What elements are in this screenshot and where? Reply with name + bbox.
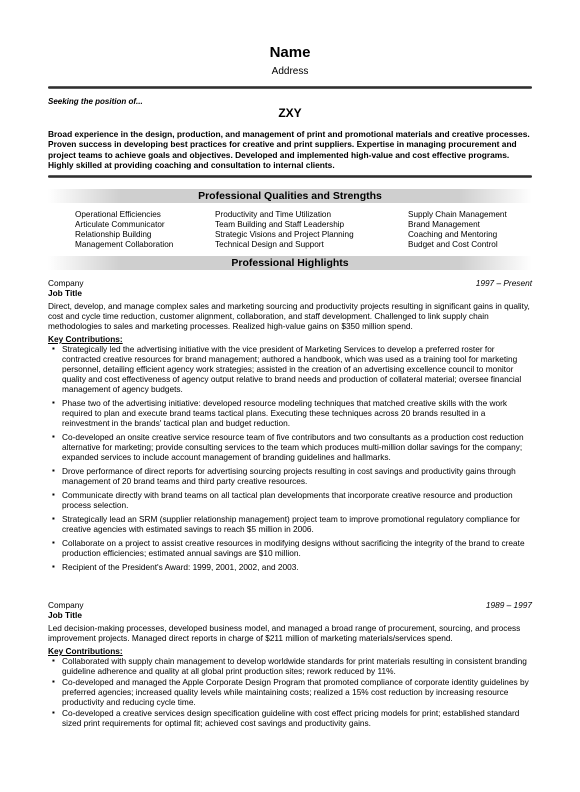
company-name: Company bbox=[48, 600, 84, 610]
qualities-column-2 bbox=[215, 210, 354, 250]
list-item: ▪ Strategically led the advertising initiative with the vice president of Marketing Services to develop a preferred roster for contracted creative resources for brand management; authored a handbook, which was used as a training tool for marketing personnel, detailing efficient agency work strategies; assisted in the creation of an advertising excellence council to monitor quality and cost effectiveness of agency output relative to brand needs and production of collateral material; oversee financial management of agency budgets. bbox=[48, 344, 532, 394]
quality-item: Technical Design and Support bbox=[215, 240, 324, 249]
candidate-name: Name bbox=[269, 44, 311, 61]
contributions-list bbox=[48, 656, 532, 728]
list-item: ▪ Communicate directly with brand teams on all tactical plan developments that incorporate creative resource and production process selection. bbox=[48, 490, 532, 510]
quality-item: Strategic Visions and Project Planning bbox=[215, 230, 354, 239]
job-entry-1 bbox=[48, 278, 532, 576]
contributions-label: Key Contributions: bbox=[48, 334, 123, 344]
quality-item: Supply Chain Management bbox=[408, 210, 507, 219]
company-name: Company bbox=[48, 278, 84, 288]
contributions-list bbox=[48, 344, 532, 572]
list-item: ▪ Phase two of the advertising initiative: developed resource modeling techniques that matched creative skills with the work required to plan and execute brand teams tactical plans. Executing these techniques across 20 brands resulted in a reinvestment in the brands' tactical plan and budget reduction. bbox=[48, 398, 532, 428]
job-dates: 1997 – Present bbox=[475, 278, 532, 288]
summary-divider bbox=[48, 175, 532, 178]
qualities-heading: Professional Qualities and Strengths bbox=[48, 189, 532, 203]
list-item: ▪ Co-developed an onsite creative service resource team of five contributors and two consultants as a production cost reduction alternative for marketing; provide consulting services to the team which produces multi-million dollar savings for the company; expanded services to include account management of branding guidelines and hallmarks. bbox=[48, 432, 532, 462]
objective-label: Seeking the position of... bbox=[48, 97, 143, 106]
contributions-label: Key Contributions: bbox=[48, 646, 123, 656]
quality-item: Productivity and Time Utilization bbox=[215, 210, 332, 219]
quality-item: Team Building and Staff Leadership bbox=[215, 220, 345, 229]
highlights-heading: Professional Highlights bbox=[48, 256, 532, 270]
job-title: Job Title bbox=[48, 610, 82, 620]
list-item: ▪ Recipient of the President's Award: 1999, 2001, 2002, and 2003. bbox=[48, 562, 532, 572]
header-divider bbox=[48, 86, 532, 89]
candidate-address: Address bbox=[271, 66, 309, 77]
quality-item: Articulate Communicator bbox=[75, 220, 165, 229]
list-item: ▪ Co-developed a creative services design specification guideline with cost effect pricing models for print; established standard sized print requirements for optimal fit; achieved cost savings and productivity gains. bbox=[48, 708, 532, 728]
list-item: ▪ Collaborate on a project to assist creative resources in modifying designs without sacrificing the integrity of the brand to create production efficiencies; estimated annual savings are $10 million. bbox=[48, 538, 532, 558]
quality-item: Operational Efficiencies bbox=[75, 210, 161, 219]
summary-paragraph: Broad experience in the design, production, and management of print and promotional materials and creative processes. Proven success in developing best practices for creative and print suppliers. Expertise in managing procurement and project teams to achieve goals and objectives. Developed and implemented high-value and cost effective programs. Highly skilled at providing coaching and consultation to internal clients. bbox=[48, 129, 530, 171]
job-entry-2 bbox=[48, 600, 532, 729]
quality-item: Budget and Cost Control bbox=[408, 240, 498, 249]
job-title: Job Title bbox=[48, 288, 82, 298]
job-dates: 1989 – 1997 bbox=[485, 600, 532, 610]
job-description: Direct, develop, and manage complex sales and marketing sourcing and productivity projects resulting in significant gains in quality, cost and cycle time reduction, customer alignment, collaboration, and staff development. Challenged to link supply chain methodologies to sales and marketing processes. Realized high-value gains on $350 million spend. bbox=[48, 301, 530, 331]
qualities-column-3 bbox=[408, 210, 507, 250]
list-item: ▪ Drove performance of direct reports for advertising sourcing projects resulting in cost savings and productivity gains through management of 20 brand teams and third party creative resources. bbox=[48, 466, 532, 486]
target-position: ZXY bbox=[278, 106, 302, 120]
quality-item: Relationship Building bbox=[75, 230, 152, 239]
quality-item: Management Collaboration bbox=[75, 240, 174, 249]
list-item: ▪ Co-developed and managed the Apple Corporate Design Program that promoted compliance of corporate identity guidelines by preferred agencies; increased quality levels while maintaining costs; realized a 15% cost reduction by increasing resource productivity and reducing cycle time. bbox=[48, 677, 532, 707]
qualities-column-1 bbox=[75, 210, 173, 250]
list-item: ▪ Strategically lead an SRM (supplier relationship management) project team to improve promotional regulatory compliance for creative agencies with estimated savings to reach $5 million in 2006. bbox=[48, 514, 532, 534]
job-description: Led decision-making processes, developed business model, and managed a broad range of procurement, sourcing, and process improvement projects. Managed direct reports in charge of $211 million of marketing materials/services spend. bbox=[48, 623, 521, 643]
list-item: ▪ Collaborated with supply chain management to develop worldwide standards for print materials resulting in consistent branding guideline adherence and quality at all global print production sites; rework reduced by 11%. bbox=[48, 656, 532, 676]
quality-item: Coaching and Mentoring bbox=[408, 230, 498, 239]
quality-item: Brand Management bbox=[408, 220, 480, 229]
